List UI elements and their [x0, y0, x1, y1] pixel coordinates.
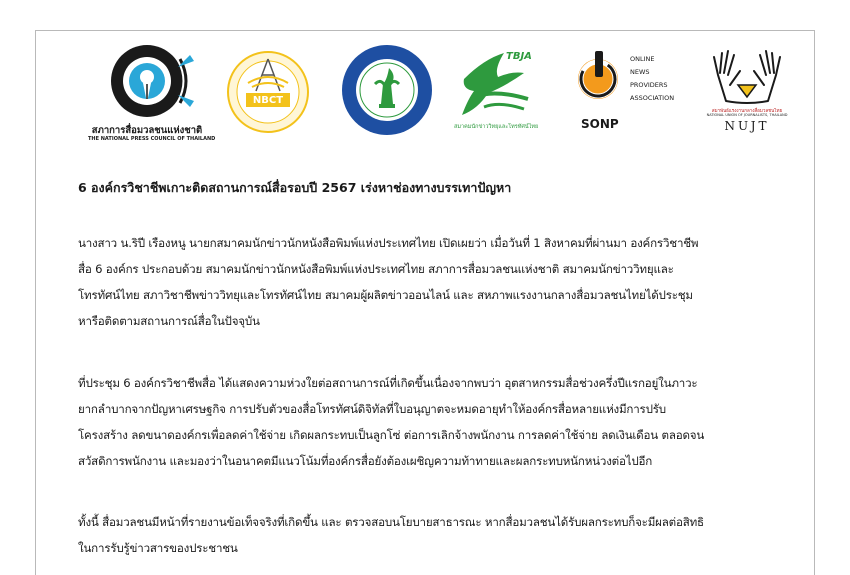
nbct-logo [226, 49, 310, 135]
paragraph-2 [78, 370, 803, 474]
tbja-logo [454, 49, 539, 135]
paragraph-1 [78, 230, 803, 334]
sonp-text: SONP [581, 117, 619, 131]
npct-name-thai: สภาการสื่อมวลชนแห่งชาติ [91, 125, 203, 136]
paragraph-line: ที่ประชุม 6 องค์กรวิชาชีพสื่อ ได้แสดงความห่วงใยต่อสถานการณ์ที่เกิดขึ้นเนื่องจากพบว่า อุตสาหกรรมสื่อช่วงครึ่งปีแรกอยู่ในภาวะ [78, 376, 698, 390]
paragraph-line: ทั้งนี้ สื่อมวลชนมีหน้าที่รายงานข้อเท็จจริงที่เกิดขึ้น และ ตรวจสอบนโยบายสาธารณะ หากสื่อมวลชนได้รับผลกระทบก็จะมีผลต่อสิทธิ [78, 515, 704, 529]
paragraph-line: ยากลำบากจากปัญหาเศรษฐกิจ การปรับตัวของสื่อโทรทัศน์ดิจิทัลที่ใบอนุญาตจะหมดอายุทำให้องค์กรสื่อหลายแห่งมีการปรับ [78, 402, 666, 416]
npct-emblem-icon [88, 43, 206, 123]
paragraph-line: โครงสร้าง ลดขนาดองค์กรเพื่อลดค่าใช้จ่าย เกิดผลกระทบเป็นลูกโซ่ ต่อการเลิกจ้างพนักงาน การลดค่าใช้จ่าย ลดเงินเดือน ตลอดจน [78, 428, 705, 442]
paragraph-line: สวัสดิการพนักงาน และมองว่าในอนาคตมีแนวโน้มที่องค์กรสื่อยังต้องเผชิญความท้าทายและผลกระทบหนักหน่วงต่อไปอีก [78, 454, 653, 468]
tja-logo [341, 44, 433, 136]
npct-logo [88, 43, 216, 143]
sonp-power-icon [576, 49, 622, 115]
paragraph-line: หารือติดตามสถานการณ์สื่อในปัจจุบัน [78, 314, 260, 328]
paragraph-3 [78, 509, 803, 561]
paragraph-line: ในการรับรู้ข่าวสารของประชาชน [78, 541, 238, 555]
sonp-side-text [630, 53, 674, 105]
paragraph-line: สื่อ 6 องค์กร ประกอบด้วย สมาคมนักข่าวนักหนังสือพิมพ์แห่งประเทศไทย สภาการสื่อมวลชนแห่งชาติ สมาคมนักข่าววิทยุและ [78, 262, 674, 276]
paragraph-line: โทรทัศน์ไทย สภาวิชาชีพข่าววิทยุและโทรทัศน์ไทย สมาคมผู้ผลิตข่าวออนไลน์ และ สหภาพแรงงานกลางสื่อมวลชนไทยได้ประชุม [78, 288, 693, 302]
nujt-caption: สมาพันธ์แรงงานกลางสื่อมวลชนไทย [711, 109, 783, 114]
document-page [35, 30, 815, 575]
tja-emblem-icon [341, 44, 433, 136]
paragraph-line: นางสาว น.ริปี เรืองหนู นายกสมาคมนักข่าวนักหนังสือพิมพ์แห่งประเทศไทย เปิดเผยว่า เมื่อวันที่ 1 สิงหาคมที่ผ่านมา องค์กรวิชาชีพ [78, 236, 699, 250]
article-headline: 6 องค์กรวิชาชีพเกาะติดสถานการณ์สื่อรอบปี 2567 เร่งหาช่องทางบรรเทาปัญหา [78, 180, 512, 195]
nbct-emblem-icon [226, 49, 310, 135]
sonp-side-line: NEWS [630, 68, 650, 76]
logo-row [36, 31, 816, 151]
sonp-logo [576, 49, 686, 135]
nujt-text: NUJT [724, 119, 770, 133]
nujt-hands-icon [704, 45, 790, 107]
nbct-text: NBCT [252, 95, 284, 106]
sonp-side-line: ASSOCIATION [630, 94, 675, 102]
nujt-caption-english: NATIONAL UNION OF JOURNALISTS, THAILAND [706, 113, 788, 117]
tbja-text: TBJA [506, 51, 532, 62]
npct-name-english: THE NATIONAL PRESS COUNCIL OF THAILAND [88, 136, 216, 142]
sonp-side-line: PROVIDERS [630, 81, 668, 89]
sonp-side-line: ONLINE [630, 55, 655, 63]
nujt-logo [704, 45, 790, 137]
tbja-caption: สมาคมนักข่าววิทยุและโทรทัศน์ไทย [454, 124, 539, 130]
